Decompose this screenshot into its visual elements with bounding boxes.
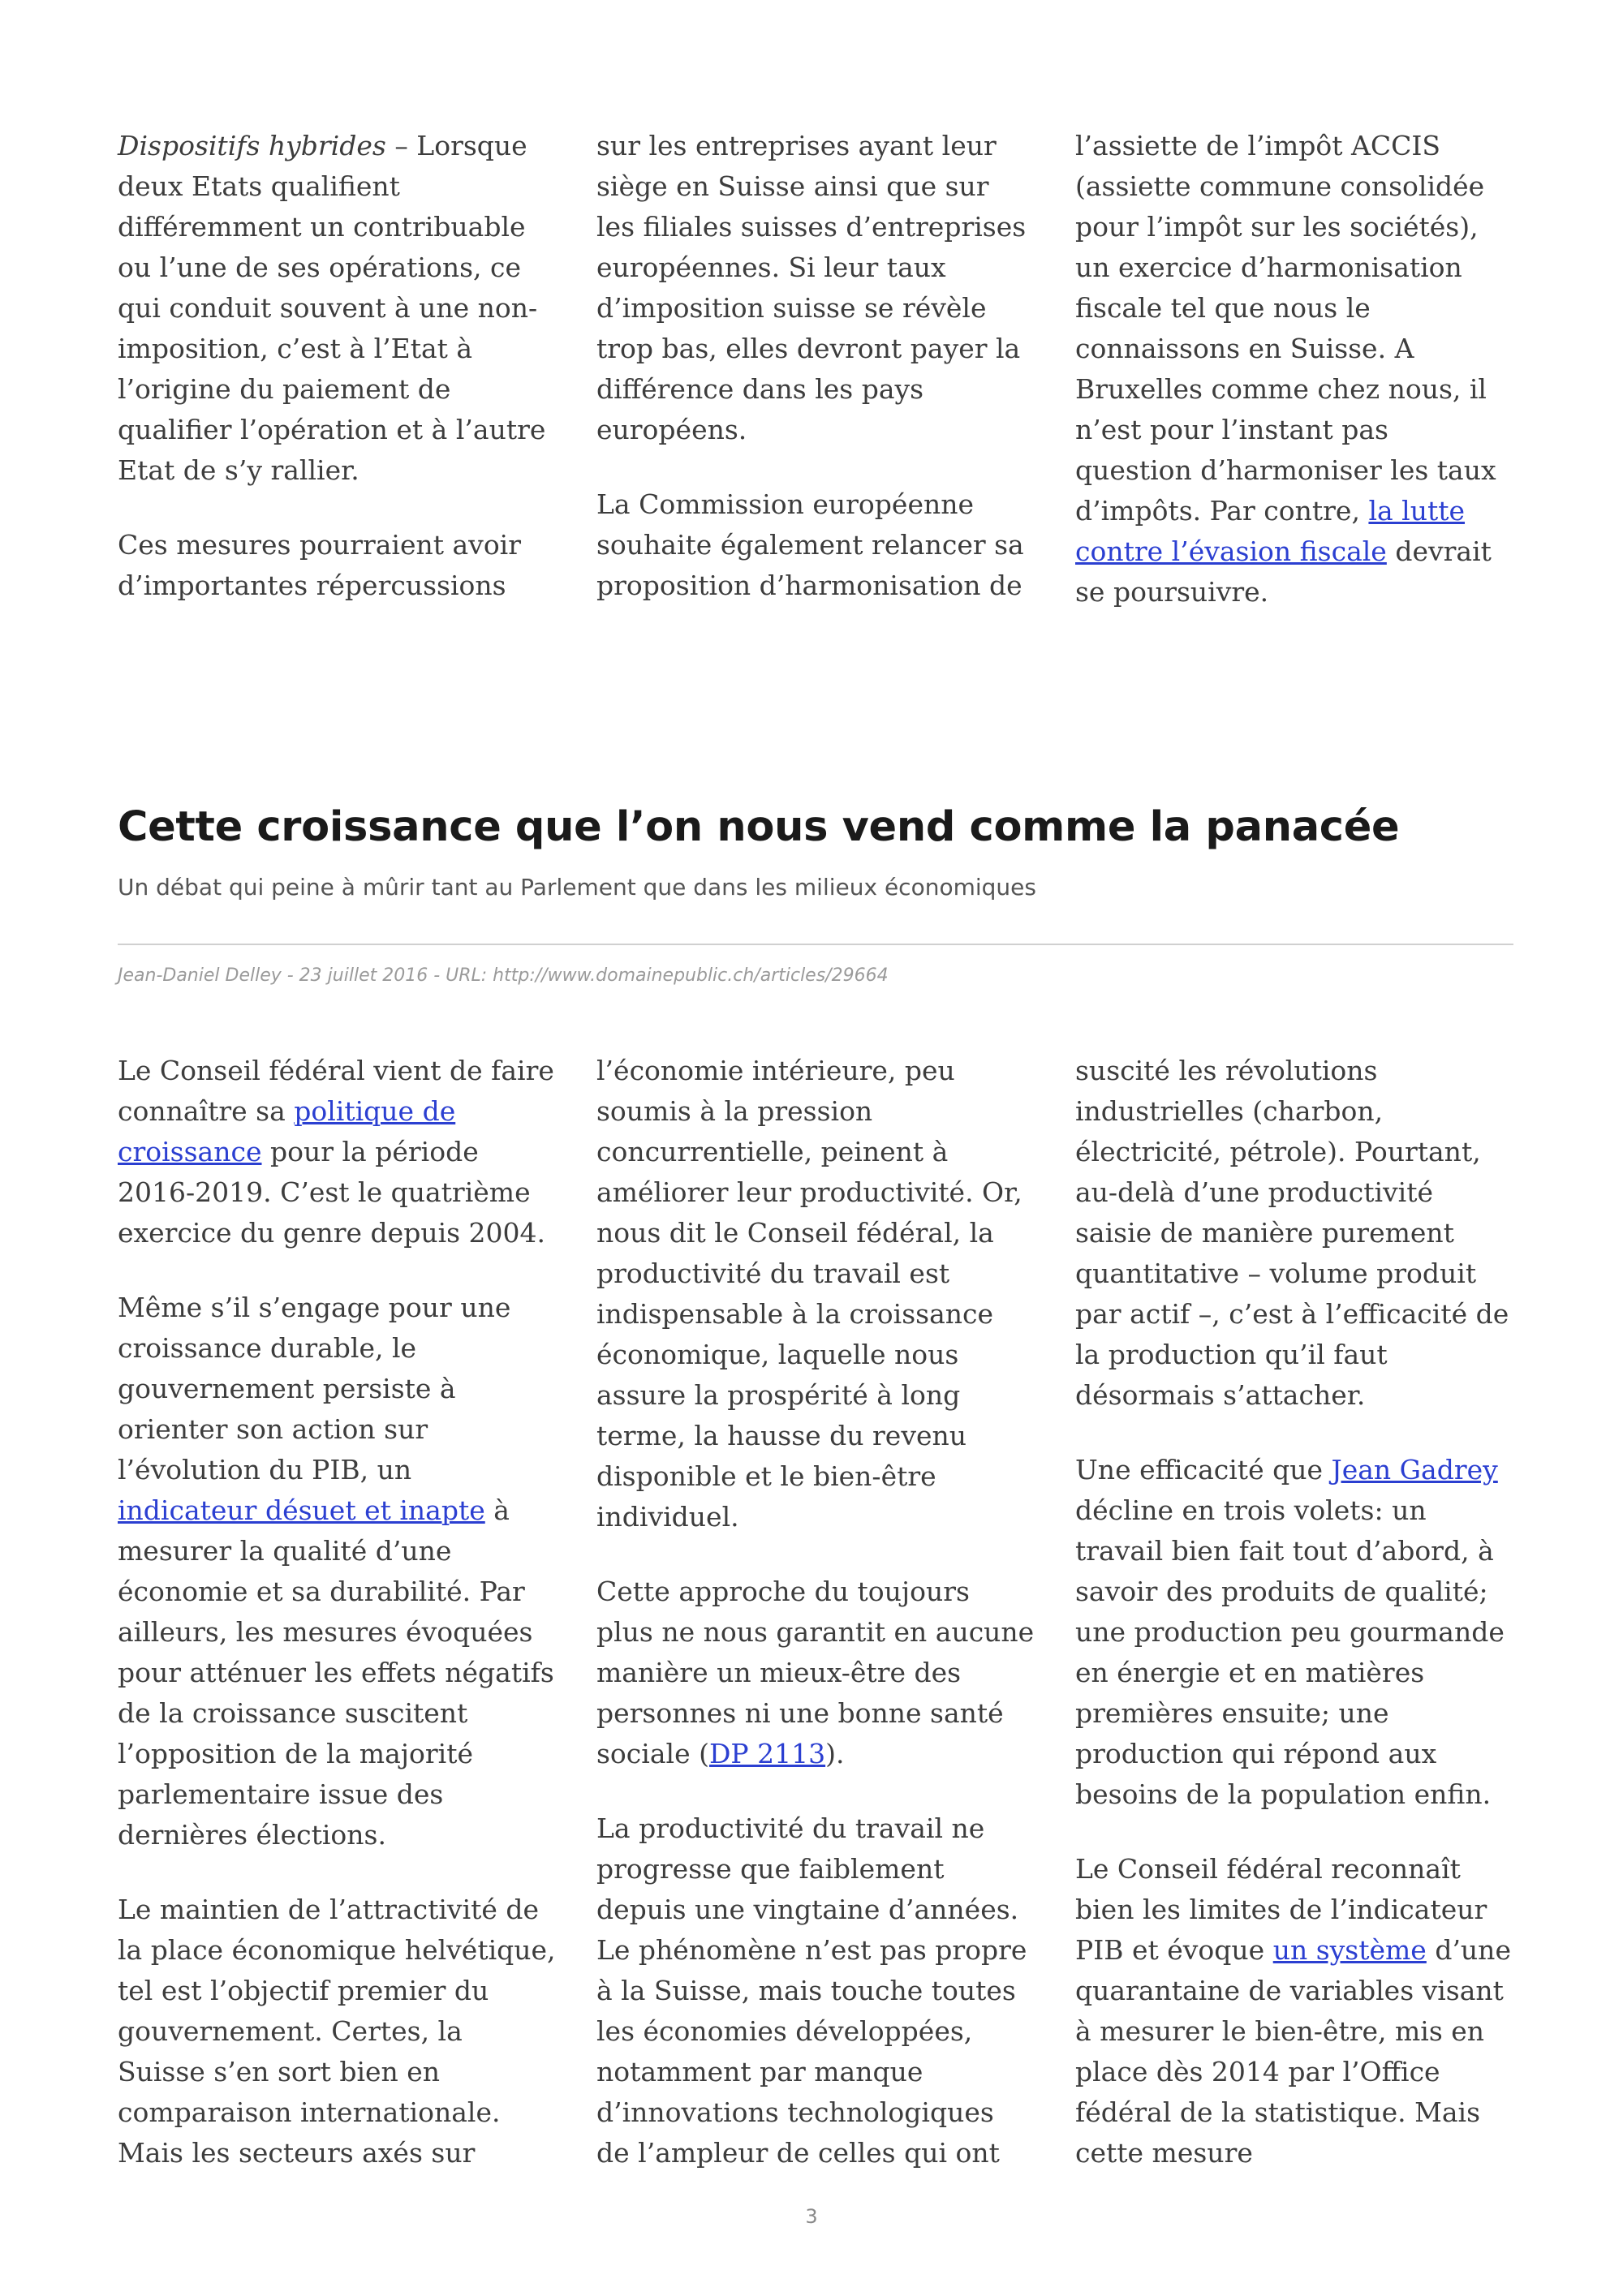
paragraph: Le Conseil fédéral reconnaît bien les limites de l’indicateur PIB et évoque un système d’une quarantaine de variables visant à mesurer le bien-être, mis en place dès 2014 par l’Office fédéral de la statistique. Mais cette mesure (1075, 1853, 1511, 2169)
paragraph: Le Conseil fédéral vient de faire connaître sa politique de croissance pour la période 2016-2019. C’est le quatrième exercice du genre depuis 2004. (118, 1055, 554, 1249)
article-body (118, 1051, 1513, 2173)
previous-article-continuation (118, 126, 1513, 613)
link-un-systeme[interactable]: un système (1272, 1934, 1427, 1966)
paragraph: Cette approche du toujours plus ne nous garantit en aucune manière un mieux-être des personnes ni une bonne santé sociale (DP 2113). (596, 1576, 1035, 1769)
paragraph: Dispositifs hybrides – Lorsque deux Etats qualifient différemment un contribuable ou l’une de ses opérations, ce qui conduit souvent à une non-imposition, c’est à l’Etat à l’origine du paiement de qualifier l’opération et à l’autre Etat de s’y rallier. (118, 130, 546, 486)
article-title: Cette croissance que l’on nous vend comme la panacée (118, 803, 1400, 851)
paragraph: l’économie intérieure, peu soumis à la pression concurrentielle, peinent à améliorer leur productivité. Or, nous dit le Conseil fédéral, la productivité du travail est indispensable à la croissance économique, laquelle nous assure la prospérité à long terme, la hausse du revenu disponible et le bien-être individuel. (596, 1055, 1022, 1533)
column-3 (1075, 1051, 1513, 2173)
paragraph: Ces mesures pourraient avoir d’importantes répercussions (118, 529, 522, 601)
column-1 (118, 1051, 556, 2173)
column-3 (1075, 126, 1513, 613)
link-jean-gadrey[interactable]: Jean Gadrey (1331, 1454, 1498, 1486)
divider (118, 944, 1513, 945)
paragraph: Une efficacité que Jean Gadrey décline en trois volets: un travail bien fait tout d’abord, à savoir des produits de qualité; une production peu gourmande en énergie et en matières premières ensuite; une production qui répond aux besoins de la population enfin. (1075, 1454, 1505, 1810)
article-byline: Jean-Daniel Delley - 23 juillet 2016 - URL: http://www.domainepublic.ch/articles/29664 (118, 965, 889, 986)
emphasis-term: Dispositifs hybrides (118, 130, 386, 161)
link-politique-de-croissance[interactable]: politique de croissance (118, 1095, 456, 1167)
paragraph: l’assiette de l’impôt ACCIS (assiette commune consolidée pour l’impôt sur les sociétés), un exercice d’harmonisation fiscale tel que nous le connaissons en Suisse. A Bruxelles comme chez nous, il n’est pour l’instant pas question d’harmoniser les taux d’impôts. Par contre, la lutte contre l’évasion fiscale devrait se poursuivre. (1075, 130, 1496, 608)
paragraph: Le maintien de l’attractivité de la place économique helvétique, tel est l’objectif premier du gouvernement. Certes, la Suisse s’en sort bien en comparaison internationale. Mais les secteurs axés sur (118, 1894, 556, 2169)
link-evasion-fiscale[interactable]: la lutte contre l’évasion fiscale (1075, 495, 1466, 567)
paragraph: suscité les révolutions industrielles (charbon, électricité, pétrole). Pourtant, au-delà d’une productivité saisie de manière purement quantitative – volume produit par actif –, c’est à l’efficacité de la production qu’il faut désormais s’attacher. (1075, 1055, 1509, 1411)
column-1 (118, 126, 556, 613)
article-subtitle: Un débat qui peine à mûrir tant au Parlement que dans les milieux économiques (118, 874, 1036, 901)
paragraph: sur les entreprises ayant leur siège en Suisse ainsi que sur les filiales suisses d’entreprises européennes. Si leur taux d’imposition suisse se révèle trop bas, elles devront payer la différence dans les pays européens. (596, 130, 1027, 445)
page-number: 3 (805, 2205, 818, 2228)
link-dp-2113[interactable]: DP 2113 (708, 1738, 826, 1769)
column-2 (596, 126, 1035, 613)
link-indicateur-desuet[interactable]: indicateur désuet et inapte (118, 1494, 485, 1526)
paragraph: La productivité du travail ne progresse que faiblement depuis une vingtaine d’années. Le phénomène n’est pas propre à la Suisse, mais touche toutes les économies développées, notamment par manque d’innovations technologiques de l’ampleur de celles qui ont (596, 1812, 1027, 2169)
paragraph: Même s’il s’engage pour une croissance durable, le gouvernement persiste à orienter son action sur l’évolution du PIB, un indicateur désuet et inapte à mesurer la qualité d’une économie et sa durabilité. Par ailleurs, les mesures évoquées pour atténuer les effets négatifs de la croissance suscitent l’opposition de la majorité parlementaire issue des dernières élections. (118, 1292, 554, 1851)
paragraph: La Commission européenne souhaite également relancer sa proposition d’harmonisation de (596, 488, 1024, 601)
column-2 (596, 1051, 1035, 2173)
